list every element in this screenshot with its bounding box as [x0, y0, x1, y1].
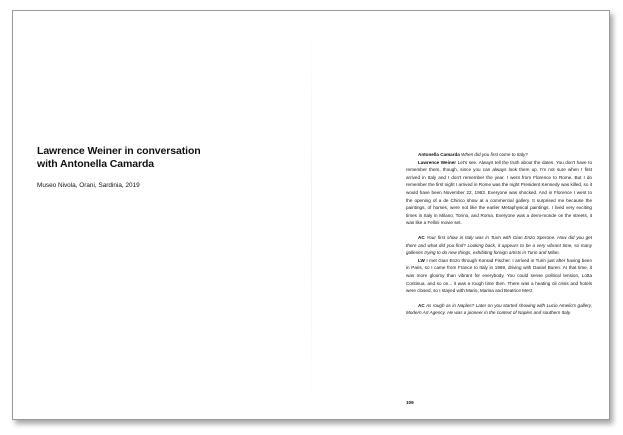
paragraph-text: Let's see. Always tell the truth about the dates. You don't have to remember them, though, since you can always look them up. I'm not sure when I first arrived in Italy and I don't remember the year. I went from Florence to Rome. But I do remember the first night I arrived in Rome was the night President Kennedy was killed, so it would have been November 22, 1963. Everyone was shocked. And in Florence I went to the opening of a de Chirico show at a commercial gallery. It surprised me because the paintings, of horses, were not like the earlier Metaphysical paintings. I lived very exciting times in Italy in Milano, Torino, and Roma. Everyone was a demi-monde on the streets, it was like a Fellini movie set.	[406, 159, 593, 226]
left-page	[13, 11, 311, 419]
title-line-2: with Antonella Camarda	[37, 158, 155, 170]
speaker-label: Lawrence Weiner	[418, 159, 456, 165]
paragraph	[406, 151, 592, 159]
page-number: 109	[406, 400, 414, 405]
page-subtitle: Museo Nivola, Orani, Sardinia, 2019	[37, 182, 140, 189]
page-title	[37, 145, 277, 171]
title-line-1: Lawrence Weiner in conversation	[37, 145, 201, 157]
paragraph	[406, 257, 592, 295]
paragraph	[406, 234, 592, 257]
book-spread	[12, 10, 610, 420]
interview-text	[406, 151, 592, 317]
paragraph-text: As rough as in Naples? Later on you started showing with Lucio Amelio's gallery, Modern Art Agency. He was a pioneer in the context of Naples and southern Italy.	[406, 302, 593, 316]
paragraph	[406, 159, 592, 227]
speaker-label: LW	[418, 257, 425, 263]
paragraph	[406, 302, 592, 317]
speaker-label: Antonella Camarda	[418, 152, 460, 157]
speaker-label: AC	[418, 234, 425, 240]
paragraph-text: I met Gian Enzo through Konrad Fischer. I arrived in Turin just after having been in Paris, so I came from France to Italy in 1969, driving with Daniel Buren. At that time, it was more gloomy than vibrant for everybody. You could sense political tension, Lotta Continua, and so on... it was a rough time then. There was a heating oil crisis and hotels were closed, so I stayed with Mario, Marisa and Beatrice Merz.	[406, 257, 593, 294]
right-page	[312, 11, 610, 419]
paragraph-text: Your first show in Italy was in Turin with Gian Enzo Sperone. How did you get there and what did you find? Looking back, it appears to be a very vibrant time, so many galleries trying to do new things, exhibiting foreign artists in Turin and Milan.	[406, 234, 593, 256]
paragraph-text: When did you first come to Italy?	[461, 152, 528, 157]
speaker-label: AC	[418, 302, 425, 308]
